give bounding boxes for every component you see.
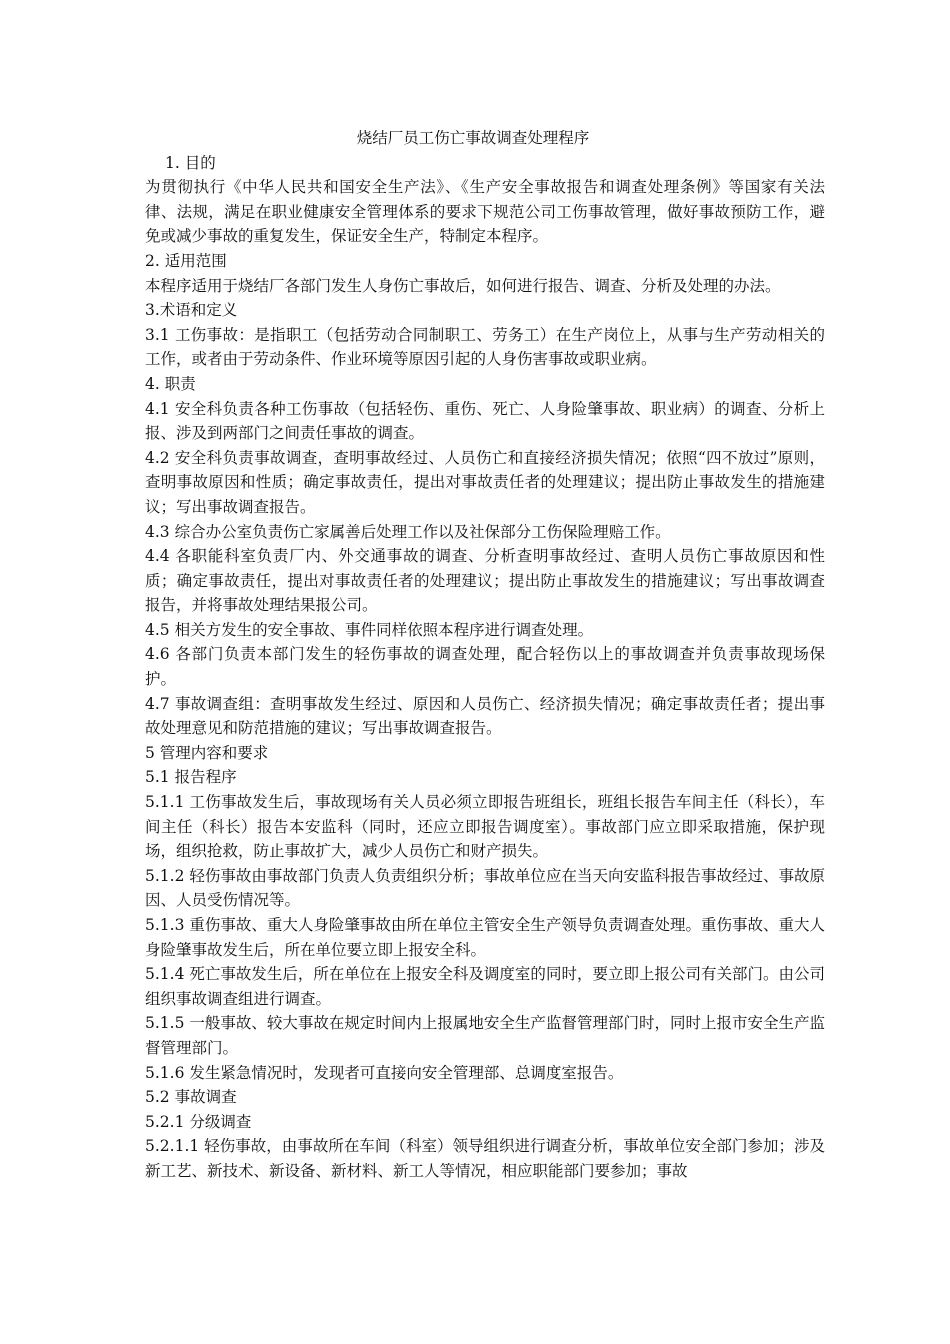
paragraph: 2. 适用范围 [145, 251, 227, 270]
paragraph: 5.2.1 分级调查 [145, 1112, 252, 1131]
paragraph: 4.3 综合办公室负责伤亡家属善后处理工作以及社保部分工伤保险理赔工作。 [145, 522, 671, 541]
paragraph: 4. 职责 [145, 374, 196, 393]
paragraph: 5 管理内容和要求 [145, 743, 269, 762]
paragraph: 4.5 相关方发生的安全事故、事件同样依照本程序进行调查处理。 [145, 620, 594, 639]
paragraph: 4.1 安全科负责各种工伤事故（包括轻伤、重伤、死亡、人身险肇事故、职业病）的调查、分析上报、涉及到两部门之间责任事故的调查。 [145, 399, 825, 443]
paragraph: 5.1 报告程序 [145, 768, 237, 787]
paragraph: 5.1.5 一般事故、较大事故在规定时间内上报属地安全生产监督管理部门时，同时上报市安全生产监督管理部门。 [145, 1014, 825, 1057]
paragraph: 5.1.2 轻伤事故由事故部门负责人负责组织分析；事故单位应在当天向安监科报告事故经过、事故原因、人员受伤情况等。 [145, 866, 825, 910]
paragraph: 5.1.6 发生紧急情况时，发现者可直接向安全管理部、总调度室报告。 [145, 1063, 624, 1082]
paragraph: 本程序适用于烧结厂各部门发生人身伤亡事故后，如何进行报告、调查、分析及处理的办法。 [145, 276, 781, 295]
paragraph: 为贯彻执行《中华人民共和国安全生产法》、《生产安全事故报告和调查处理条例》等国家有关法律、法规，满足在职业健康安全管理体系的要求下规范公司工伤事故管理，做好事故预防工作，避免或减少事故的重复发生，保证安全生产，特制定本程序。 [145, 178, 825, 246]
paragraph-list [145, 151, 825, 1184]
paragraph: 5.2.1.1 轻伤事故，由事故所在车间（科室）领导组织进行调查分析，事故单位安全部门参加；涉及新工艺、新技术、新设备、新材料、新工人等情况，相应职能部门要参加；事故 [145, 1137, 825, 1180]
paragraph: 4.2 安全科负责事故调查，查明事故经过、人员伤亡和直接经济损失情况；依照“四不放过”原则，查明事故原因和性质；确定事故责任，提出对事故责任者的处理建议；提出防止事故发生的措施建议；写出事故调查报告。 [145, 448, 825, 516]
paragraph: 5.1.4 死亡事故发生后，所在单位在上报安全科及调度室的同时，要立即上报公司有关部门。由公司组织事故调查组进行调查。 [145, 965, 825, 1008]
paragraph: 4.7 事故调查组：查明事故发生经过、原因和人员伤亡、经济损失情况；确定事故责任者；提出事故处理意见和防范措施的建议；写出事故调查报告。 [145, 694, 825, 738]
paragraph: 5.1.1 工伤事故发生后，事故现场有关人员必须立即报告班组长，班组长报告车间主任（科长），车间主任（科长）报告本安监科（同时，还应立即报告调度室）。事故部门应立即采取措施，保护现场，组织抢救，防止事故扩大，减少人员伤亡和财产损失。 [145, 793, 825, 861]
paragraph: 3.术语和定义 [145, 301, 238, 320]
paragraph: 5.1.3 重伤事故、重大人身险肇事故由所在单位主管安全生产领导负责调查处理。重伤事故、重大人身险肇事故发生后，所在单位要立即上报安全科。 [145, 916, 825, 959]
document-title: 烧结厂员工伤亡事故调查处理程序 [356, 129, 590, 147]
paragraph: 4.6 各部门负责本部门发生的轻伤事故的调查处理，配合轻伤以上的事故调查并负责事故现场保护。 [145, 645, 825, 689]
paragraph: 5.2 事故调查 [145, 1088, 237, 1107]
paragraph: 1. 目的 [165, 153, 216, 172]
paragraph: 4.4 各职能科室负责厂内、外交通事故的调查、分析查明事故经过、查明人员伤亡事故原因和性质；确定事故责任，提出对事故责任者的处理建议；提出防止事故发生的措施建议；写出事故调查报告，并将事故处理结果报公司。 [145, 547, 825, 615]
document-body [145, 126, 825, 1184]
paragraph: 3.1 工伤事故：是指职工（包括劳动合同制职工、劳务工）在生产岗位上，从事与生产劳动相关的工作，或者由于劳动条件、作业环境等原因引起的人身伤害事故或职业病。 [145, 325, 825, 369]
